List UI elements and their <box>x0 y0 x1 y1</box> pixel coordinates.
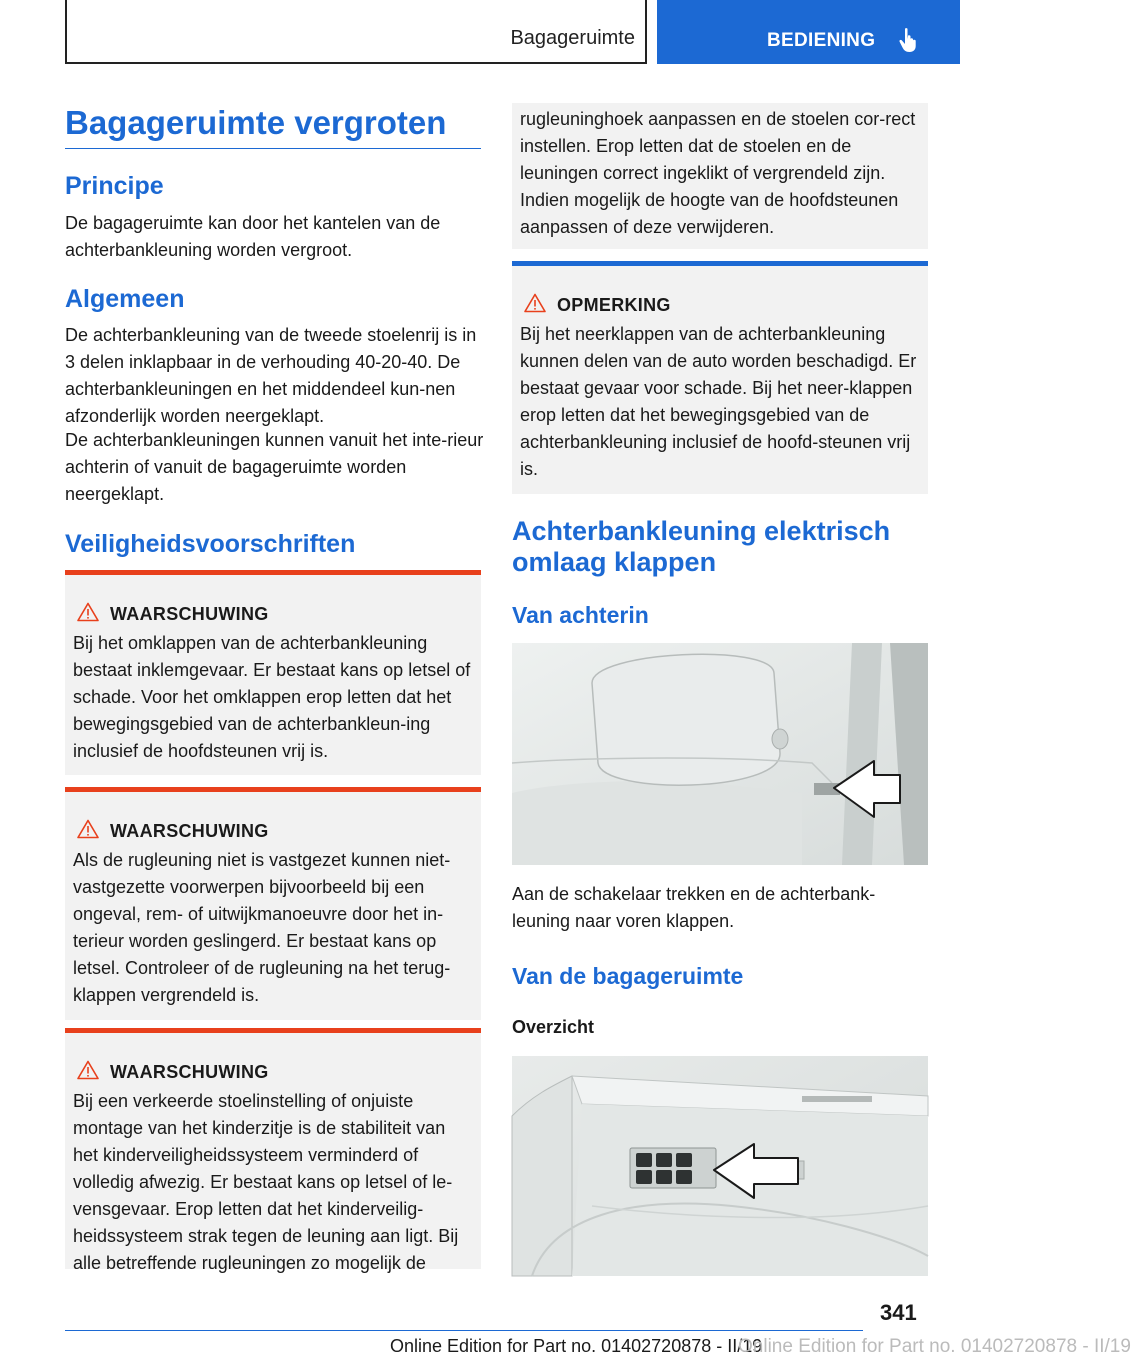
rear-seat-switch-image <box>512 643 928 865</box>
footer-edition: Online Edition for Part no. 01402720878 - II/19 <box>390 1336 763 1356</box>
van-achterin-caption: Aan de schakelaar trekken en de achterbank-leuning naar voren klappen. <box>512 884 876 931</box>
warning-1-text: Bij het omklappen van de achterbankleuning bestaat inklemgevaar. Er bestaat kans op letsel of schade. Voor het omklappen erop letten dat het bewegingsgebied van de achterbankleun-ing inclusief de hoofdsteunen vrij is. <box>73 633 471 761</box>
warning-box-1 <box>65 570 481 775</box>
page-number: 341 <box>880 1300 917 1325</box>
warning-3-title: WAARSCHUWING <box>110 1062 269 1082</box>
warning-triangle-icon <box>77 1060 99 1080</box>
algemeen-paragraph-2: De achterbankleuningen kunnen vanuit het inte-rieur achterin of vanuit de bagageruimte worden neergeklapt. <box>65 430 484 504</box>
header-section-box <box>65 0 647 64</box>
page-title: Bagageruimte vergroten <box>65 104 447 141</box>
warning-triangle-icon <box>77 819 99 839</box>
hand-pointer-icon <box>897 27 923 53</box>
warning-3-continued-text: rugleuninghoek aanpassen en de stoelen cor-rect instellen. Erop letten dat de stoelen en de leuningen correct ingeklikt of vergrendeld zijn. Indien mogelijk de hoogte van de hoofdsteunen aanpassen of deze verwijderen. <box>520 109 916 237</box>
principe-text: De bagageruimte kan door het kantelen van de achterbankleuning worden vergroot. <box>65 213 441 260</box>
warning-box-3 <box>65 1028 481 1273</box>
footer-watermark: Online Edition for Part no. 01402720878 - II/19 <box>738 1336 1131 1357</box>
header-chapter-tab[interactable] <box>657 0 960 64</box>
title-rule <box>65 148 481 149</box>
note-title: OPMERKING <box>557 295 671 315</box>
heading-veiligheidsvoorschriften: Veiligheidsvoorschriften <box>65 530 356 558</box>
heading-van-achterin: Van achterin <box>512 602 649 628</box>
note-text: Bij het neerklappen van de achterbankleuning kunnen delen van de auto worden beschadigd. Er bestaat gevaar voor schade. Bij het neer-klappen erop letten dat het bewegingsgebied van de achterbankleuning inclusief de hoofd-steunen vrij is. <box>520 324 917 479</box>
warning-3-continued-box <box>512 103 928 249</box>
warning-box-2 <box>65 787 481 1020</box>
header-chapter-title: BEDIENING <box>767 30 876 51</box>
footer-rule <box>65 1330 863 1331</box>
rear-seat-switch-illustration <box>512 643 928 865</box>
heading-van-de-bagageruimte: Van de bagageruimte <box>512 963 744 989</box>
luggage-compartment-switch-image <box>512 1056 928 1276</box>
luggage-switch-illustration <box>512 1056 928 1276</box>
warning-2-text: Als de rugleuning niet is vastgezet kunnen niet-vastgezette voorwerpen bijvoorbeeld bij een ongeval, rem- of uitwijkmanoeuvre door het in-terieur worden geslingerd. Er bestaat kans op letsel. Controleer of de rugleuning na het terug-klappen vergrendeld is. <box>73 850 451 1005</box>
note-box <box>512 261 928 494</box>
header-section-title: Bagageruimte <box>510 27 635 49</box>
warning-3-text: Bij een verkeerde stoelinstelling of onjuiste montage van het kinderzitje is de stabiliteit van het kinderveiligheidssysteem verminderd of volledig afwezig. Er bestaat kans op letsel of le-vensgevaar. Erop letten dat het kinderveilig-heidssysteem strak tegen de leuning aan ligt. Bij alle betreffende rugleuningen zo mogelijk de <box>73 1091 459 1273</box>
warning-triangle-icon <box>524 293 546 313</box>
heading-principe: Principe <box>65 172 164 200</box>
warning-1-title: WAARSCHUWING <box>110 604 269 624</box>
heading-algemeen: Algemeen <box>65 285 185 313</box>
section-title-electric-fold: Achterbankleuning elektrisch omlaag klappen <box>512 516 891 577</box>
heading-overzicht: Overzicht <box>512 1017 595 1037</box>
algemeen-paragraph-1: De achterbankleuning van de tweede stoelenrij is in 3 delen inklapbaar in de verhouding 40-20-40. De achterbankleuningen en het middendeel kun-nen afzonderlijk worden neergeklapt. <box>65 325 477 426</box>
warning-triangle-icon <box>77 602 99 622</box>
warning-2-title: WAARSCHUWING <box>110 821 269 841</box>
